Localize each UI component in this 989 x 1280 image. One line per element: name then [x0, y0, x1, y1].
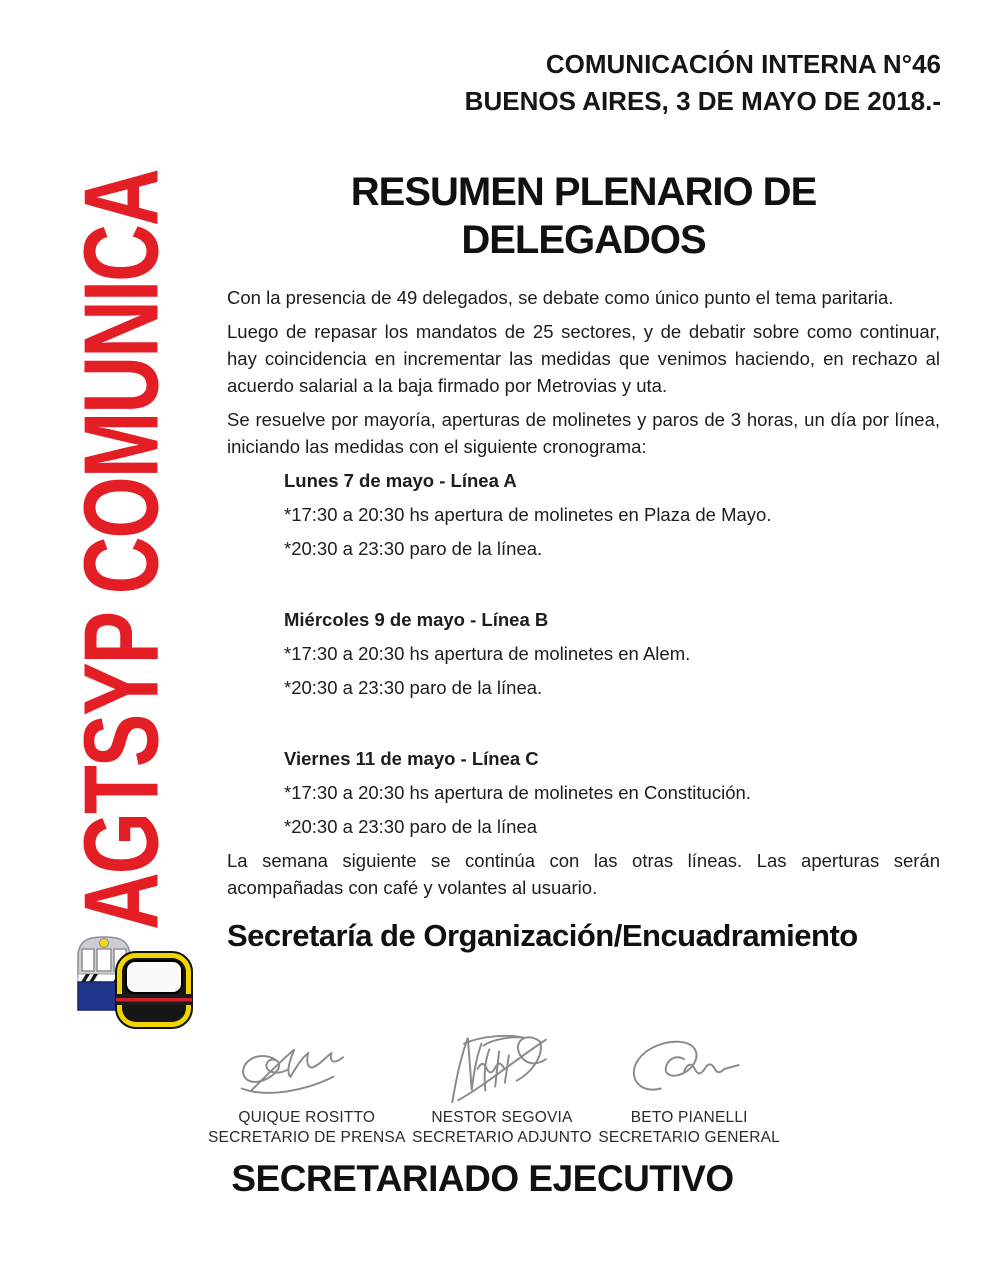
date-line: BUENOS AIRES, 3 DE MAYO DE 2018.- [464, 86, 941, 116]
schedule-item: *20:30 a 23:30 paro de la línea. [284, 538, 543, 559]
signature-prensa [208, 1030, 406, 1148]
schedule-heading-linea-c: Viernes 11 de mayo - Línea C [284, 748, 539, 769]
schedule-heading-linea-b: Miércoles 9 de mayo - Línea B [284, 609, 549, 630]
subway-trains-icon [72, 932, 196, 1032]
signature-block [208, 1030, 780, 1148]
schedule-item: *20:30 a 23:30 paro de la línea. [284, 677, 543, 698]
section-heading: Secretaría de Organización/Encuadramiento [227, 918, 858, 953]
paragraph: Luego de repasar los mandatos de 25 sectores, y de debatir sobre como continuar, hay coincidencia en incrementar las medidas que venimos haciendo, en rechazo al acuerdo salarial a la baja firmado por Metrovias y uta. [227, 321, 940, 396]
vertical-banner [62, 158, 181, 930]
paragraph: Con la presencia de 49 delegados, se debate como único punto el tema paritaria. [227, 287, 894, 308]
union-wordmark: AGTSYP COMUNICA [62, 170, 181, 930]
schedule-item: *17:30 a 20:30 hs apertura de molinetes en Alem. [284, 643, 691, 664]
document-header [465, 46, 941, 120]
signature-name: BETO PIANELLI [630, 1109, 748, 1126]
schedule-item: *20:30 a 23:30 paro de la línea [284, 816, 538, 837]
footer-title: SECRETARIADO EJECUTIVO [231, 1158, 734, 1199]
signature-adjunto [412, 1030, 592, 1148]
schedule-item: *17:30 a 20:30 hs apertura de molinetes en Constitución. [284, 782, 751, 803]
closing-paragraph: La semana siguiente se continúa con las otras líneas. Las aperturas serán acompañadas con café y volantes al usuario. [227, 850, 940, 898]
signature-role: SECRETARIO ADJUNTO [412, 1129, 592, 1146]
signature-image [604, 1030, 774, 1108]
schedule-item: *17:30 a 20:30 hs apertura de molinetes en Plaza de Mayo. [284, 504, 772, 525]
signature-role: SECRETARIO DE PRENSA [208, 1129, 406, 1146]
communication-number: COMUNICACIÓN INTERNA N°46 [545, 49, 941, 79]
page-title: RESUMEN PLENARIO DE DELEGADOS [350, 170, 817, 262]
signature-image [417, 1030, 587, 1108]
signature-name: QUIQUE ROSITTO [238, 1109, 376, 1126]
signature-name: NESTOR SEGOVIA [431, 1109, 573, 1126]
paragraph: Se resuelve por mayoría, aperturas de molinetes y paros de 3 horas, un día por línea, iniciando las medidas con el siguiente cronograma: [227, 409, 940, 457]
signature-image [222, 1030, 392, 1108]
signature-role: SECRETARIO GENERAL [598, 1129, 780, 1146]
signature-general [598, 1030, 780, 1148]
schedule-heading-linea-a: Lunes 7 de mayo - Línea A [284, 470, 517, 491]
document-body [227, 168, 940, 955]
